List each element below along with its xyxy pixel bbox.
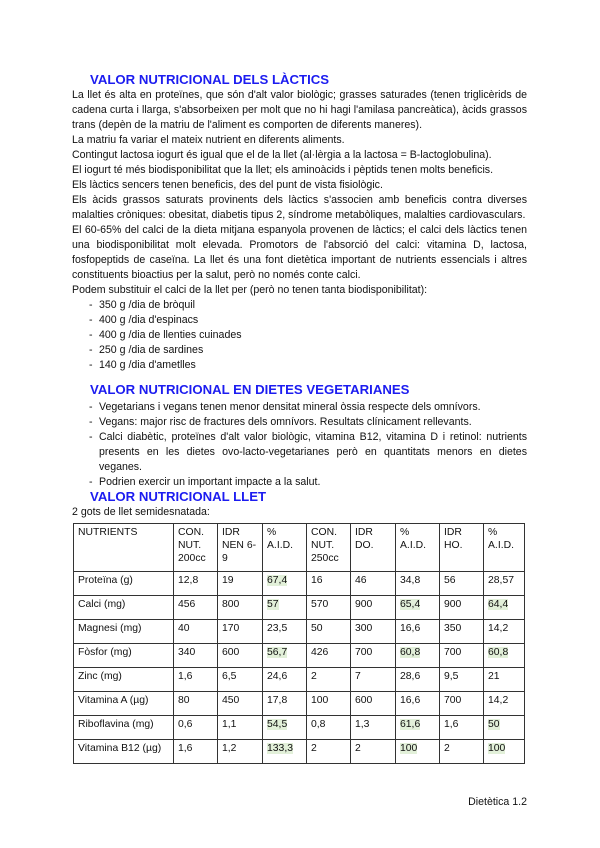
cell-value: 23,5 [267, 623, 288, 634]
table-cell [484, 644, 525, 668]
table-caption: 2 gots de llet semidesnatada: [72, 506, 210, 518]
table-cell [174, 572, 218, 596]
cell-value: 133,3 [267, 743, 294, 754]
cell-value: 1,2 [222, 743, 237, 754]
list-item: - 400 g /dia de llenties cuinades [72, 328, 527, 343]
table-cell [440, 740, 484, 764]
cell-value: 56 [444, 575, 456, 586]
column-header: IDR HO. [440, 524, 484, 572]
cell-value: 50 [311, 623, 323, 634]
nutrient-name-cell [74, 644, 174, 668]
cell-value: 100 [488, 743, 506, 754]
table-cell [263, 620, 307, 644]
table-cell [263, 692, 307, 716]
column-header: CON. NUT. 200cc [174, 524, 218, 572]
cell-value: 1,1 [222, 719, 237, 730]
table-cell [484, 572, 525, 596]
nutrient-name-cell [74, 620, 174, 644]
paragraph: Contingut lactosa iogurt és igual que el de la llet (al·lèrgia a la lactosa = B-lactoglobulina). [72, 149, 492, 161]
table-cell [484, 596, 525, 620]
table-cell [218, 620, 263, 644]
cell-value: 16 [311, 575, 323, 586]
cell-value: 12,8 [178, 575, 199, 586]
column-header: CON. NUT. 250cc [307, 524, 351, 572]
cell-value: 60,8 [488, 647, 509, 658]
cell-value: 450 [222, 695, 240, 706]
cell-value: 700 [444, 647, 462, 658]
cell-value: 7 [355, 671, 361, 682]
cell-value: 0,6 [178, 719, 193, 730]
table-cell [307, 716, 351, 740]
cell-value: 17,8 [267, 695, 288, 706]
table-cell [440, 668, 484, 692]
table-cell [396, 692, 440, 716]
table-cell [484, 668, 525, 692]
list-item: - Calci diabètic, proteïnes d'alt valor biològic, vitamina B12, vitamina D i retinol: nutrients presents en les dietes ovo-lacto-vegetarianes però en quantitats menors en dietes veganes. [72, 430, 527, 475]
vegetarian-list [72, 400, 527, 490]
cell-value: 0,8 [311, 719, 326, 730]
list-item: - 140 g /dia d'ametlles [72, 358, 527, 373]
table-cell [484, 620, 525, 644]
cell-value: 700 [444, 695, 462, 706]
table-cell [351, 692, 396, 716]
cell-value: 1,6 [444, 719, 459, 730]
table-cell [396, 596, 440, 620]
table-cell [263, 716, 307, 740]
table-cell [396, 740, 440, 764]
table-cell [484, 740, 525, 764]
cell-value: 1,6 [178, 743, 193, 754]
cell-value: 170 [222, 623, 240, 634]
table-cell [174, 692, 218, 716]
nutrient-name-cell [74, 596, 174, 620]
page-footer: Dietètica 1.2 [468, 796, 527, 808]
table-cell [351, 644, 396, 668]
table-cell [307, 740, 351, 764]
cell-value: 60,8 [400, 647, 421, 658]
cell-value: 800 [222, 599, 240, 610]
cell-value: 300 [355, 623, 373, 634]
table-cell [218, 740, 263, 764]
table-row [74, 644, 525, 668]
cell-value: 67,4 [267, 575, 288, 586]
cell-value: 34,8 [400, 575, 421, 586]
table-row [74, 572, 525, 596]
table-cell [174, 716, 218, 740]
paragraph: El 60-65% del calci de la dieta mitjana espanyola provenen de làctics; el calci dels làctics tenen una biodisponibilitat molt elevada. Promotors de l'absorció del calci: vitamina D, lactosa, fosfopeptids de caseïna. La llet és una font dietètica important de nutrients essencials i altres constituents bioactius per la salut, però no només conte calci. [72, 224, 527, 281]
table-cell [307, 572, 351, 596]
list-item: - 250 g /dia de sardines [72, 343, 527, 358]
table-cell [307, 692, 351, 716]
table-cell [218, 644, 263, 668]
cell-value: 80 [178, 695, 190, 706]
calcium-substitutes-list [72, 298, 527, 373]
column-header: IDR DO. [351, 524, 396, 572]
paragraph: Els àcids grassos saturats provinents dels làctics s'associen amb beneficis contra diverses malalties cròniques: obesitat, diabetis tipus 2, síndrome metabòliques, malalties cardiovasculars. [72, 194, 527, 221]
paragraph: La llet és alta en proteïnes, que són d'alt valor biològic; grasses saturades (tenen triglicèrids de cadena curta i llarga, s'absorbeixen per molt que no hi hagi l'amilasa pancreàtica), àcids grassos trans (depèn de la matriu de l'aliment es comporten de diferents maneres). [72, 89, 527, 131]
cell-value: 1,6 [178, 671, 193, 682]
nutrient-name-cell [74, 572, 174, 596]
table-cell [218, 692, 263, 716]
cell-value: 100 [311, 695, 329, 706]
cell-value: 64,4 [488, 599, 509, 610]
table-cell [174, 620, 218, 644]
table-cell [307, 596, 351, 620]
table-cell [218, 668, 263, 692]
section-lactics-body [72, 88, 527, 373]
cell-value: 14,2 [488, 695, 509, 706]
section-heading-vegetarianes: VALOR NUTRICIONAL EN DIETES VEGETARIANES [90, 382, 410, 397]
section-vegetarianes-body [72, 400, 527, 490]
table-cell [263, 596, 307, 620]
cell-value: 24,6 [267, 671, 288, 682]
table-cell [396, 644, 440, 668]
cell-value: 9,5 [444, 671, 459, 682]
cell-value: 900 [355, 599, 373, 610]
nutrient-name-cell [74, 740, 174, 764]
cell-value: 570 [311, 599, 329, 610]
table-cell [396, 620, 440, 644]
cell-value: Magnesi (mg) [78, 623, 142, 634]
table-cell [263, 644, 307, 668]
table-row [74, 596, 525, 620]
column-header: % A.I.D. [484, 524, 525, 572]
table-cell [484, 692, 525, 716]
cell-value: 2 [355, 743, 361, 754]
cell-value: 2 [311, 743, 317, 754]
table-cell [351, 596, 396, 620]
cell-value: 19 [222, 575, 234, 586]
table-row [74, 716, 525, 740]
cell-value: 46 [355, 575, 367, 586]
cell-value: Vitamina A (µg) [78, 695, 149, 706]
table-cell [218, 572, 263, 596]
nutrition-table [73, 523, 525, 764]
cell-value: Riboflavina (mg) [78, 719, 154, 730]
table-cell [440, 620, 484, 644]
cell-value: 340 [178, 647, 196, 658]
cell-value: 50 [488, 719, 500, 730]
cell-value: 2 [444, 743, 450, 754]
cell-value: 16,6 [400, 695, 421, 706]
cell-value: 600 [355, 695, 373, 706]
table-header-row [74, 524, 525, 572]
cell-value: 1,3 [355, 719, 370, 730]
table-cell [307, 644, 351, 668]
table-cell [396, 716, 440, 740]
table-cell [174, 740, 218, 764]
table-cell [174, 644, 218, 668]
nutrient-name-cell [74, 668, 174, 692]
cell-value: 2 [311, 671, 317, 682]
cell-value: 700 [355, 647, 373, 658]
column-header: IDR NEN 6-9 [218, 524, 263, 572]
paragraph: El iogurt té més biodisponibilitat que la llet; els aminoàcids i pèptids tenen molts beneficis. [72, 164, 494, 176]
list-item: - Vegetarians i vegans tenen menor densitat mineral òssia respecte dels omnívors. [72, 400, 527, 415]
cell-value: 54,5 [267, 719, 288, 730]
table-row [74, 620, 525, 644]
table-cell [351, 572, 396, 596]
cell-value: 900 [444, 599, 462, 610]
table-cell [396, 572, 440, 596]
table-cell [484, 716, 525, 740]
column-header: % A.I.D. [396, 524, 440, 572]
cell-value: 61,6 [400, 719, 421, 730]
nutrient-name-cell [74, 716, 174, 740]
table-cell [307, 620, 351, 644]
column-header: NUTRIENTS [74, 524, 174, 572]
cell-value: 57 [267, 599, 279, 610]
list-item: - 350 g /dia de bròquil [72, 298, 527, 313]
cell-value: 21 [488, 671, 500, 682]
table-cell [440, 596, 484, 620]
table-cell [263, 668, 307, 692]
table-row [74, 668, 525, 692]
table-cell [440, 644, 484, 668]
list-item: - Vegans: major risc de fractures dels omnívors. Resultats clínicament rellevants. [72, 415, 527, 430]
cell-value: Zinc (mg) [78, 671, 122, 682]
list-item: - Podrien exercir un important impacte a la salut. [72, 475, 527, 490]
table-cell [440, 716, 484, 740]
cell-value: 426 [311, 647, 329, 658]
cell-value: 65,4 [400, 599, 421, 610]
table-cell [307, 668, 351, 692]
table-cell [351, 740, 396, 764]
cell-value: 600 [222, 647, 240, 658]
table-cell [351, 716, 396, 740]
paragraph: La matriu fa variar el mateix nutrient en diferents aliments. [72, 134, 345, 146]
paragraph: Els làctics sencers tenen beneficis, des del punt de vista fisiològic. [72, 179, 383, 191]
table-cell [218, 716, 263, 740]
cell-value: 56,7 [267, 647, 288, 658]
section-heading-lactics: VALOR NUTRICIONAL DELS LÀCTICS [90, 72, 330, 87]
cell-value: 40 [178, 623, 190, 634]
table-cell [351, 620, 396, 644]
table-cell [174, 596, 218, 620]
column-header: % A.I.D. [263, 524, 307, 572]
cell-value: 100 [400, 743, 418, 754]
cell-value: Calci (mg) [78, 599, 126, 610]
section-heading-llet: VALOR NUTRICIONAL LLET [90, 489, 267, 504]
cell-value: Proteïna (g) [78, 575, 133, 586]
table-cell [263, 740, 307, 764]
table-cell [440, 692, 484, 716]
table-cell [218, 596, 263, 620]
cell-value: Vitamina B12 (µg) [78, 743, 162, 754]
cell-value: 456 [178, 599, 196, 610]
table-cell [351, 668, 396, 692]
paragraph: Podem substituir el calci de la llet per (però no tenen tanta biodisponibilitat): [72, 284, 428, 296]
cell-value: 28,57 [488, 575, 515, 586]
cell-value: Fòsfor (mg) [78, 647, 132, 658]
cell-value: 350 [444, 623, 462, 634]
table-cell [263, 572, 307, 596]
cell-value: 28,6 [400, 671, 421, 682]
table-row [74, 692, 525, 716]
table-cell [440, 572, 484, 596]
table-cell [396, 668, 440, 692]
cell-value: 6,5 [222, 671, 237, 682]
nutrient-name-cell [74, 692, 174, 716]
list-item: - 400 g /dia d'espinacs [72, 313, 527, 328]
table-row [74, 740, 525, 764]
cell-value: 14,2 [488, 623, 509, 634]
cell-value: 16,6 [400, 623, 421, 634]
table-cell [174, 668, 218, 692]
